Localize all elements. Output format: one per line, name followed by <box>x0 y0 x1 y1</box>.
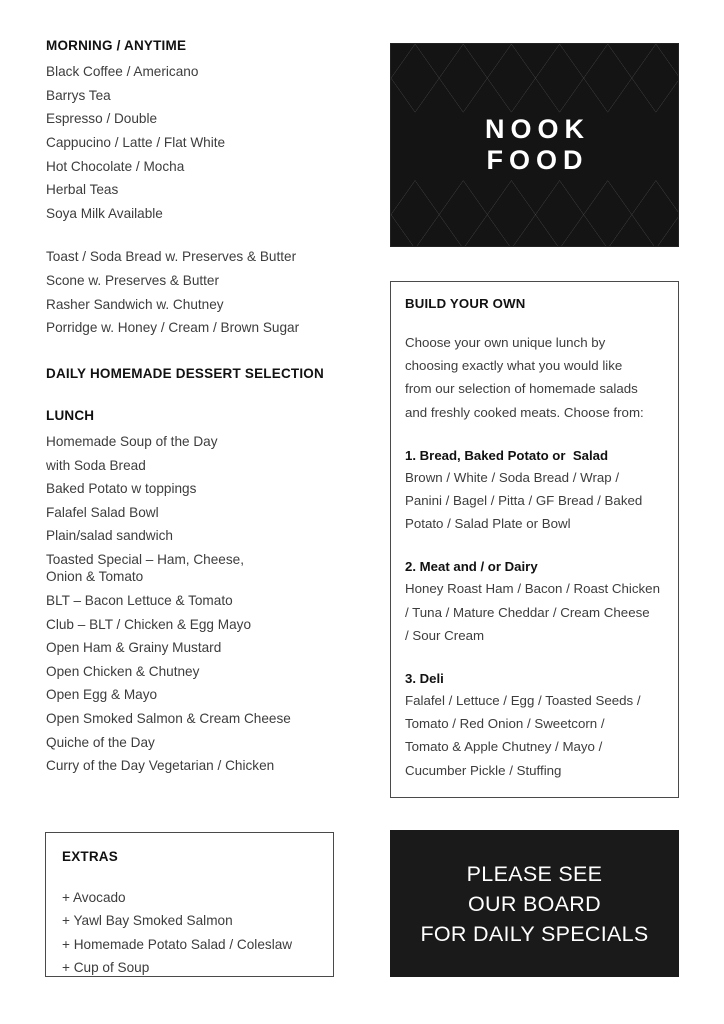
list-item: Espresso / Double <box>46 111 158 127</box>
intro-line: from our selection of homemade salads <box>405 381 638 397</box>
group-line: Potato / Salad Plate or Bowl <box>405 516 571 532</box>
list-item: + Avocado <box>62 890 126 905</box>
group-line: Tomato & Apple Chutney / Mayo / <box>405 739 603 755</box>
nook-food-logo <box>390 43 679 247</box>
list-item: Open Ham & Grainy Mustard <box>46 640 222 656</box>
left-column <box>46 38 346 778</box>
list-item: Hot Chocolate / Mocha <box>46 158 185 174</box>
list-item: Porridge w. Honey / Cream / Brown Sugar <box>46 320 300 336</box>
group-title: 1. Bread, Baked Potato or Salad <box>405 447 609 463</box>
list-item: Club – BLT / Chicken & Egg Mayo <box>46 616 252 632</box>
morning-heading: MORNING / ANYTIME <box>46 38 187 53</box>
list-item: Plain/salad sandwich <box>46 528 173 544</box>
group-line: / Tuna / Mature Cheddar / Cream Cheese <box>405 604 650 620</box>
logo-line-1: NOOK <box>485 114 590 144</box>
build-group-deli <box>405 669 664 782</box>
intro-line: and freshly cooked meats. Choose from: <box>405 404 644 420</box>
list-item: Rasher Sandwich w. Chutney <box>46 296 224 312</box>
daily-specials-panel <box>390 830 679 977</box>
list-item: Open Egg & Mayo <box>46 687 158 703</box>
lunch-heading: LUNCH <box>46 407 95 423</box>
build-your-own-heading: BUILD YOUR OWN <box>405 296 526 311</box>
extras-list <box>62 886 333 980</box>
group-title: 3. Deli <box>405 671 444 687</box>
intro-line: choosing exactly what you would like <box>405 358 623 374</box>
intro-line: Choose your own unique lunch by <box>405 335 606 350</box>
build-group-bread <box>405 446 664 536</box>
lunch-list <box>46 430 346 778</box>
morning-list <box>46 60 346 225</box>
list-item-line: Toasted Special – Ham, Cheese, <box>46 552 244 568</box>
list-item: Open Chicken & Chutney <box>46 663 200 679</box>
list-item-line: Onion & Tomato <box>46 569 144 585</box>
list-item: Homemade Soup of the Day <box>46 434 218 450</box>
list-item: Quiche of the Day <box>46 734 155 750</box>
list-item: Curry of the Day Vegetarian / Chicken <box>46 758 275 774</box>
group-line: / Sour Cream <box>405 627 485 643</box>
dessert-heading: DAILY HOMEMADE DESSERT SELECTION <box>46 365 324 381</box>
build-group-meat-dairy <box>405 557 664 647</box>
group-line: Panini / Bagel / Pitta / GF Bread / Baked <box>405 493 643 509</box>
list-item: Cappucino / Latte / Flat White <box>46 134 226 150</box>
group-title: 2. Meat and / or Dairy <box>405 559 538 575</box>
list-item: BLT – Bacon Lettuce & Tomato <box>46 593 233 609</box>
logo-line-2: FOOD <box>486 145 589 175</box>
group-line: Tomato / Red Onion / Sweetcorn / <box>405 716 605 732</box>
group-line: Falafel / Lettuce / Egg / Toasted Seeds / <box>405 693 641 709</box>
list-item: Falafel Salad Bowl <box>46 504 159 520</box>
list-item: with Soda Bread <box>46 457 146 473</box>
build-your-own-intro <box>405 331 664 424</box>
list-item: + Cup of Soup <box>62 960 150 976</box>
group-line: Cucumber Pickle / Stuffing <box>405 762 562 778</box>
list-item: + Yawl Bay Smoked Salmon <box>62 913 233 929</box>
list-item: Herbal Teas <box>46 182 119 198</box>
specials-line-1: PLEASE SEE <box>466 861 603 886</box>
breakfast-extras-list <box>46 245 346 339</box>
extras-heading: EXTRAS <box>62 849 118 864</box>
list-item: Toast / Soda Bread w. Preserves & Butter <box>46 249 297 265</box>
list-item: + Homemade Potato Salad / Coleslaw <box>62 936 293 952</box>
build-your-own-box <box>390 281 679 798</box>
extras-box <box>45 832 334 977</box>
list-item: Scone w. Preserves & Butter <box>46 272 220 288</box>
group-line: Honey Roast Ham / Bacon / Roast Chicken <box>405 581 660 597</box>
list-item <box>46 548 346 589</box>
list-item: Soya Milk Available <box>46 205 163 221</box>
specials-line-2: OUR BOARD <box>468 891 601 916</box>
list-item: Barrys Tea <box>46 87 111 103</box>
list-item: Black Coffee / Americano <box>46 64 199 80</box>
logo-wordmark <box>391 44 678 246</box>
group-line: Brown / White / Soda Bread / Wrap / <box>405 469 620 485</box>
specials-line-3: FOR DAILY SPECIALS <box>420 921 649 946</box>
list-item: Baked Potato w toppings <box>46 481 197 497</box>
list-item: Open Smoked Salmon & Cream Cheese <box>46 711 291 727</box>
